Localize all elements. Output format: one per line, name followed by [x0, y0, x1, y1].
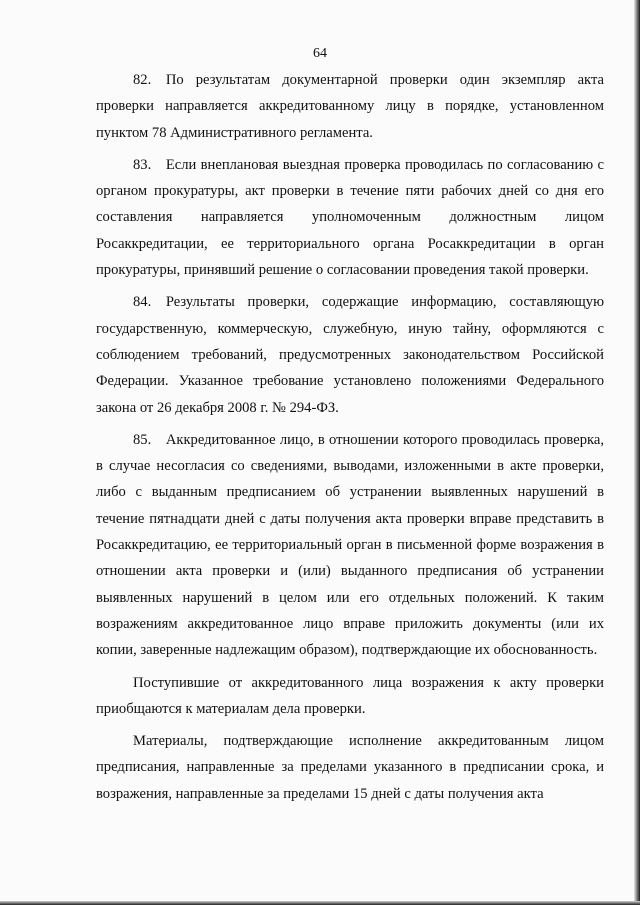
scan-edge-right — [634, 0, 640, 905]
paragraph-85: 85. Аккредитованное лицо, в отношении которого проводилась проверка, в случае несогласия со сведениями, выводами, изложенными в акте проверки, либо с выданным предписанием об устранении выявленных нарушений в течение пятнадцати дней с даты получения акта проверки вправе представить в Росаккредитацию, ее территориальный орган в письменной форме возражения в отношении акта проверки и (или) выданного предписания об устранении выявленных нарушений в целом или его отдельных положений. К таким возражениям аккредитованное лицо вправе приложить документы (или их копии, заверенные надлежащим образом), подтверждающие их обоснованность. — [96, 431, 604, 659]
document-body — [96, 67, 604, 807]
page-number: 64 — [313, 46, 327, 61]
paragraph-83: 83. Если внеплановая выездная проверка проводилась по согласованию с органом прокуратуры, акт проверки в течение пяти рабочих дней со дня его составления направляется уполномоченным должностным лицом Росаккредитации, ее территориального органа Росаккредитации в орган прокуратуры, принявший решение о согласовании проведения такой проверки. — [96, 156, 604, 279]
paragraph-82: 82. По результатам документарной проверки один экземпляр акта проверки направляется аккредитованному лицу в порядке, установленном пунктом 78 Административного регламента. — [96, 72, 604, 141]
paragraph-84: 84. Результаты проверки, содержащие информацию, составляющую государственную, коммерческую, служебную, иную тайну, оформляются с соблюдением требований, предусмотренных законодательством Российской Федерации. Указанное требование установлено положениями Федерального закона от 26 декабря 2008 г. № 294-ФЗ. — [96, 294, 604, 416]
scan-edge-bottom — [0, 901, 640, 905]
paragraph-objections: Поступившие от аккредитованного лица возражения к акту проверки приобщаются к материалам дела проверки. — [96, 674, 604, 717]
paragraph-materials: Материалы, подтверждающие исполнение аккредитованным лицом предписания, направленные за пределами указанного в предписании срока, и возражения, направленные за пределами 15 дней с даты получения акта — [96, 733, 604, 802]
